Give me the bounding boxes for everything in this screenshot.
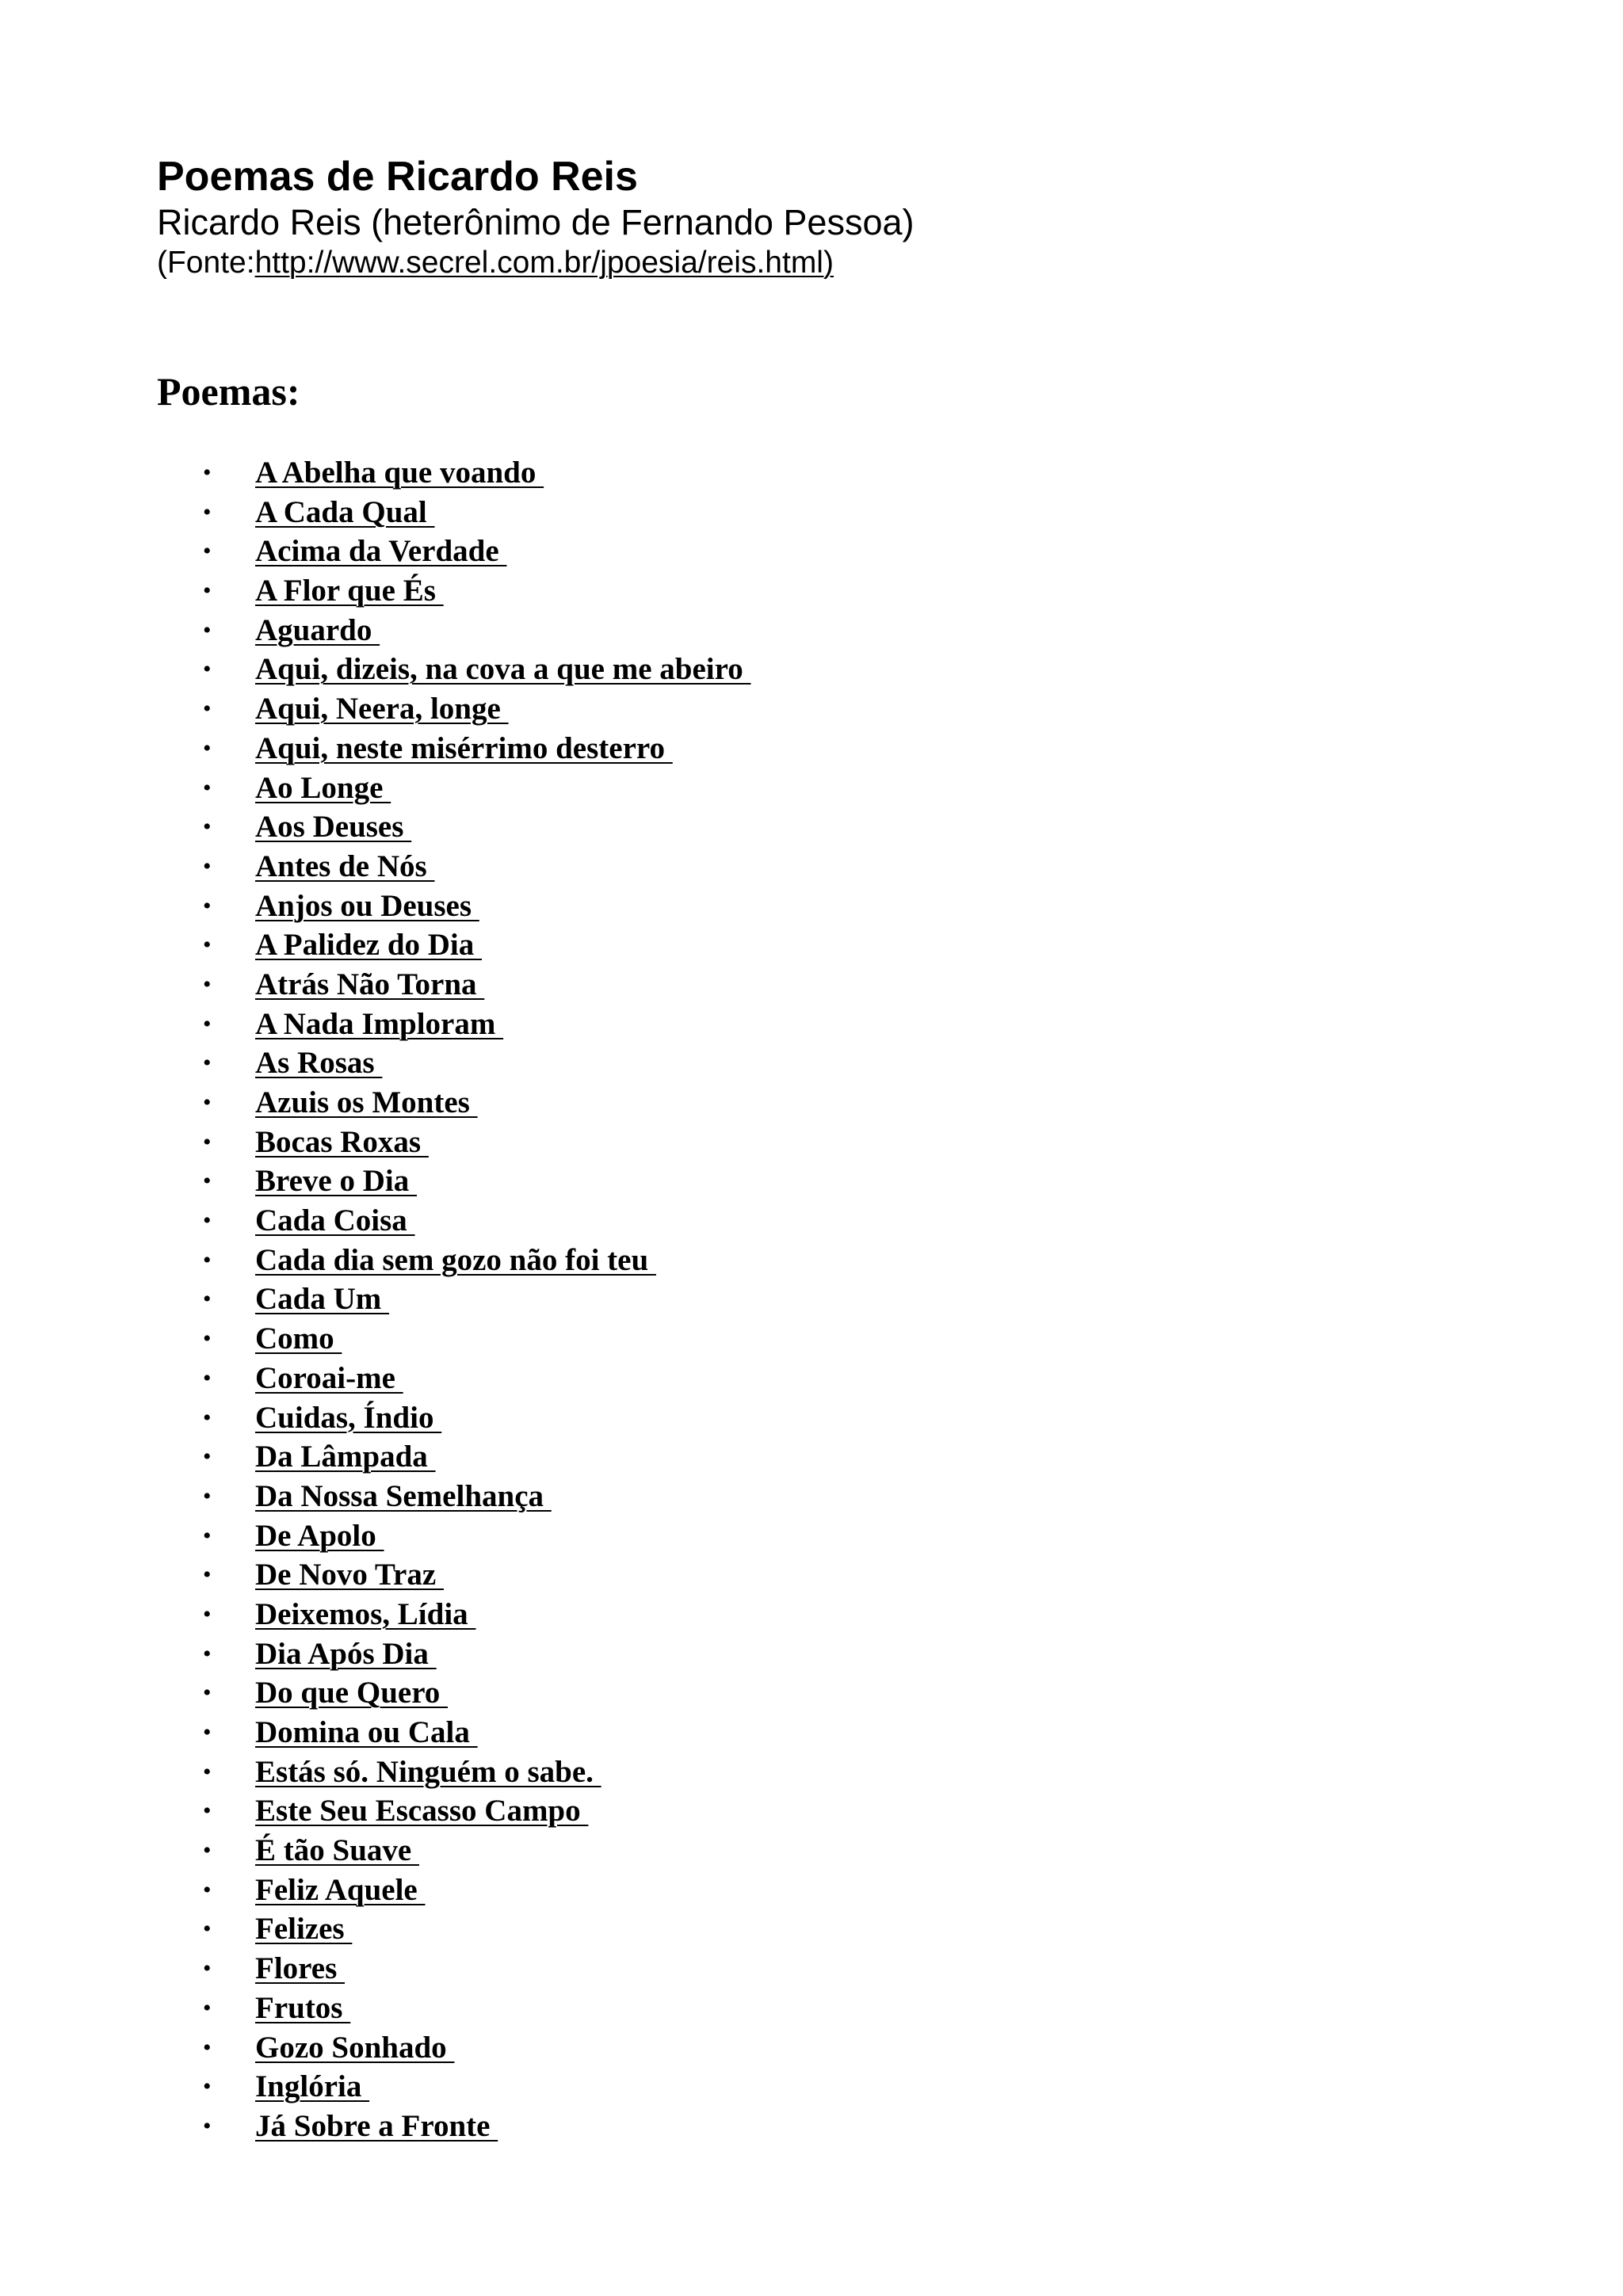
poem-link[interactable]: A Flor que És	[255, 574, 444, 608]
poem-link[interactable]: Do que Quero	[255, 1676, 449, 1711]
poem-link[interactable]: Da Lâmpada	[255, 1440, 436, 1474]
poem-link[interactable]: Feliz Aquele	[255, 1872, 426, 1907]
poem-link[interactable]: Aqui, dizeis, na cova a que me abeiro	[255, 652, 751, 687]
poem-link[interactable]: Inglória	[255, 2069, 370, 2104]
poem-link[interactable]: Breve o Dia	[255, 1164, 417, 1199]
poem-link[interactable]: A Abelha que voando	[255, 456, 544, 490]
poem-link[interactable]: Cada dia sem gozo não foi teu	[255, 1242, 656, 1277]
bullet-icon: •	[203, 1444, 212, 1470]
document-source	[157, 244, 1504, 282]
poem-link[interactable]: Anjos ou Deuses	[255, 888, 479, 923]
bullet-icon: •	[203, 1798, 212, 1825]
poem-link[interactable]: Como	[255, 1322, 342, 1356]
document-title: Poemas de Ricardo Reis	[157, 154, 638, 200]
bullet-icon: •	[203, 932, 212, 959]
poem-link[interactable]: Aqui, Neera, longe	[255, 692, 509, 727]
bullet-icon: •	[203, 814, 212, 841]
poem-link[interactable]: Antes de Nós	[255, 849, 435, 883]
poem-link[interactable]: A Palidez do Dia	[255, 928, 483, 963]
bullet-icon: •	[203, 1994, 212, 2021]
bullet-icon: •	[203, 2073, 212, 2100]
bullet-icon: •	[203, 1955, 212, 1982]
bullet-icon: •	[203, 1522, 212, 1549]
bullet-icon: •	[203, 774, 212, 801]
poem-link[interactable]: Domina ou Cala	[255, 1715, 478, 1749]
bullet-icon: •	[203, 852, 212, 879]
bullet-icon: •	[203, 892, 212, 919]
bullet-icon: •	[203, 1050, 212, 1077]
poem-link[interactable]: Felizes	[255, 1912, 353, 1947]
bullet-icon: •	[203, 1916, 212, 1943]
bullet-icon: •	[203, 2112, 212, 2139]
section-heading: Poemas:	[157, 369, 300, 414]
poem-link[interactable]: Este Seu Escasso Campo	[255, 1794, 589, 1829]
poem-link[interactable]: A Cada Qual	[255, 494, 435, 529]
poem-link[interactable]: Cada Um	[255, 1282, 390, 1317]
bullet-icon: •	[203, 1837, 212, 1864]
poem-link[interactable]: Aqui, neste misérrimo desterro	[255, 730, 673, 765]
poem-link[interactable]: Deixemos, Lídia	[255, 1596, 476, 1631]
bullet-icon: •	[203, 1482, 212, 1509]
poem-link[interactable]: As Rosas	[255, 1046, 383, 1081]
bullet-icon: •	[203, 1719, 212, 1745]
poem-link[interactable]: Flores	[255, 1951, 346, 1986]
poem-link[interactable]: Azuis os Montes	[255, 1085, 478, 1119]
poem-link[interactable]: É tão Suave	[255, 1833, 419, 1868]
poem-link[interactable]: Coroai-me	[255, 1360, 403, 1395]
bullet-icon: •	[203, 1286, 212, 1313]
poem-link[interactable]: Atrás Não Torna	[255, 967, 485, 1001]
bullet-icon: •	[203, 1325, 212, 1352]
poem-link[interactable]: Estás só. Ninguém o sabe.	[255, 1754, 601, 1789]
bullet-icon: •	[203, 1246, 212, 1273]
poem-link[interactable]: A Nada Imploram	[255, 1006, 504, 1041]
poem-link[interactable]: Cada Coisa	[255, 1203, 415, 1238]
poem-link[interactable]: Bocas Roxas	[255, 1124, 429, 1159]
bullet-icon: •	[203, 656, 212, 683]
document-subtitle: Ricardo Reis (heterônimo de Fernando Pessoa)	[157, 202, 915, 242]
poem-link[interactable]: Cuidas, Índio	[255, 1400, 442, 1435]
bullet-icon: •	[203, 2034, 212, 2061]
poem-link[interactable]: Da Nossa Semelhança	[255, 1478, 552, 1513]
bullet-icon: •	[203, 734, 212, 761]
bullet-icon: •	[203, 696, 212, 723]
source-link[interactable]: http://www.secrel.com.br/jpoesia/reis.html)	[254, 246, 834, 280]
bullet-icon: •	[203, 498, 212, 525]
poem-link[interactable]: De Apolo	[255, 1518, 384, 1553]
bullet-icon: •	[203, 1207, 212, 1234]
bullet-icon: •	[203, 1640, 212, 1667]
bullet-icon: •	[203, 1364, 212, 1391]
source-prefix: (Fonte:	[157, 246, 255, 280]
bullet-icon: •	[203, 1876, 212, 1903]
bullet-icon: •	[203, 578, 212, 605]
poem-link[interactable]: De Novo Traz	[255, 1558, 444, 1592]
document-page	[157, 152, 1504, 2143]
poem-link[interactable]: Aguardo	[255, 612, 380, 647]
bullet-icon: •	[203, 1010, 212, 1037]
poem-link[interactable]: Já Sobre a Fronte	[255, 2108, 498, 2143]
poem-link[interactable]: Dia Após Dia	[255, 1636, 437, 1671]
poem-link[interactable]: Acima da Verdade	[255, 534, 507, 569]
bullet-icon: •	[203, 1758, 212, 1785]
bullet-icon: •	[203, 1168, 212, 1195]
poem-link[interactable]: Ao Longe	[255, 770, 391, 805]
bullet-icon: •	[203, 1680, 212, 1707]
bullet-icon: •	[203, 616, 212, 643]
bullet-icon: •	[203, 1128, 212, 1155]
poem-link[interactable]: Gozo Sonhado	[255, 2030, 455, 2065]
bullet-icon: •	[203, 460, 212, 486]
poem-link[interactable]: Frutos	[255, 1990, 351, 2025]
poem-link[interactable]: Aos Deuses	[255, 810, 412, 845]
bullet-icon: •	[203, 1404, 212, 1431]
bullet-icon: •	[203, 1089, 212, 1116]
bullet-icon: •	[203, 1562, 212, 1589]
bullet-icon: •	[203, 538, 212, 565]
bullet-icon: •	[203, 1600, 212, 1627]
bullet-icon: •	[203, 971, 212, 997]
